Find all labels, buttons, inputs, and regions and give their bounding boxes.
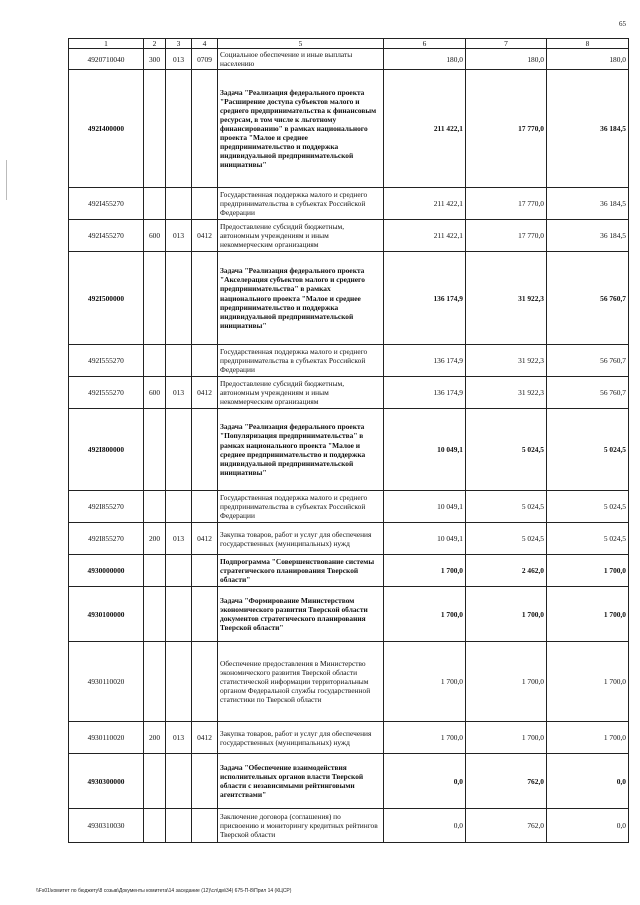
type-cell: 600	[144, 377, 166, 409]
amount-cell-8: 1 700,0	[547, 587, 629, 642]
amount-cell-6: 1 700,0	[384, 642, 466, 722]
amount-cell-6: 10 049,1	[384, 523, 466, 555]
amount-cell-6: 10 049,1	[384, 491, 466, 523]
section-cell	[192, 491, 218, 523]
admin-cell	[166, 409, 192, 491]
amount-cell-7: 1 700,0	[466, 722, 547, 754]
amount-cell-7: 5 024,5	[466, 409, 547, 491]
amount-cell-8: 56 760,7	[547, 252, 629, 345]
amount-cell-8: 5 024,5	[547, 491, 629, 523]
code-cell: 492I555270	[69, 377, 144, 409]
amount-cell-8: 1 700,0	[547, 555, 629, 587]
section-cell	[192, 642, 218, 722]
budget-table	[68, 38, 629, 843]
section-cell	[192, 188, 218, 220]
type-cell	[144, 70, 166, 188]
amount-cell-8: 36 184,5	[547, 188, 629, 220]
type-cell	[144, 555, 166, 587]
code-cell: 4930100000	[69, 587, 144, 642]
amount-cell-6: 136 174,9	[384, 345, 466, 377]
section-cell: 0412	[192, 523, 218, 555]
name-cell: Задача "Обеспечение взаимодействия исполнительных органов власти Тверской области с независимыми рейтинговыми агентствами"	[218, 754, 384, 809]
admin-cell	[166, 70, 192, 188]
type-cell: 200	[144, 722, 166, 754]
header-cell: 3	[166, 39, 192, 49]
file-path-footer: \\Fs01\комитет по бюджету\8 созыв\Документы комитета\14 заседание (12)\сл\дм\34) 675-П-8\Прил 14 (КЦСР)	[36, 888, 292, 894]
type-cell	[144, 188, 166, 220]
amount-cell-6: 136 174,9	[384, 252, 466, 345]
table-row	[69, 220, 629, 252]
table-row	[69, 754, 629, 809]
code-cell: 492I455270	[69, 220, 144, 252]
table-row	[69, 70, 629, 188]
amount-cell-8: 0,0	[547, 754, 629, 809]
section-cell: 0412	[192, 722, 218, 754]
admin-cell	[166, 252, 192, 345]
header-cell: 4	[192, 39, 218, 49]
amount-cell-7: 2 462,0	[466, 555, 547, 587]
table-row	[69, 523, 629, 555]
name-cell: Подпрограмма "Совершенствование системы стратегического планирования Тверской области"	[218, 555, 384, 587]
name-cell: Закупка товаров, работ и услуг для обеспечения государственных (муниципальных) нужд	[218, 523, 384, 555]
section-cell	[192, 754, 218, 809]
admin-cell: 013	[166, 220, 192, 252]
amount-cell-7: 31 922,3	[466, 377, 547, 409]
section-cell	[192, 809, 218, 843]
table-row	[69, 49, 629, 70]
name-cell: Предоставление субсидий бюджетным, автономным учреждениям и иным некоммерческим организациям	[218, 377, 384, 409]
admin-cell	[166, 188, 192, 220]
name-cell: Задача "Реализация федерального проекта "Расширение доступа субъектов малого и среднего предпринимательства к финансовым ресурсам, в том числе к льготному финансированию" в рамках национального проекта "Малое и среднее предпринимательство и поддержка индивидуальной предпринимательской инициативы"	[218, 70, 384, 188]
type-cell: 600	[144, 220, 166, 252]
amount-cell-6: 10 049,1	[384, 409, 466, 491]
code-cell: 492I800000	[69, 409, 144, 491]
name-cell: Обеспечение предоставления в Министерство экономического развития Тверской области статистической информации территориальным органом Федеральной службы государственной статистики по Тверской области	[218, 642, 384, 722]
table-row	[69, 409, 629, 491]
name-cell: Задача "Реализация федерального проекта "Акселерация субъектов малого и среднего предпринимательства" в рамках национального проекта "Малое и среднее предпринимательство и поддержка индивидуальной предпринимательской инициативы"	[218, 252, 384, 345]
name-cell: Государственная поддержка малого и среднего предпринимательства в субъектах Российской Федерации	[218, 188, 384, 220]
table-row	[69, 252, 629, 345]
scan-artifact	[6, 160, 7, 200]
amount-cell-7: 762,0	[466, 809, 547, 843]
amount-cell-7: 31 922,3	[466, 345, 547, 377]
section-cell	[192, 555, 218, 587]
table-row	[69, 345, 629, 377]
admin-cell	[166, 642, 192, 722]
amount-cell-8: 0,0	[547, 809, 629, 843]
amount-cell-7: 1 700,0	[466, 587, 547, 642]
amount-cell-7: 762,0	[466, 754, 547, 809]
code-cell: 492I555270	[69, 345, 144, 377]
amount-cell-8: 5 024,5	[547, 523, 629, 555]
header-cell: 6	[384, 39, 466, 49]
table-row	[69, 642, 629, 722]
type-cell	[144, 409, 166, 491]
table-row	[69, 587, 629, 642]
amount-cell-8: 56 760,7	[547, 377, 629, 409]
amount-cell-7: 1 700,0	[466, 642, 547, 722]
name-cell: Социальное обеспечение и иные выплаты населению	[218, 49, 384, 70]
type-cell: 300	[144, 49, 166, 70]
table-row	[69, 491, 629, 523]
admin-cell	[166, 754, 192, 809]
table-row	[69, 809, 629, 843]
name-cell: Закупка товаров, работ и услуг для обеспечения государственных (муниципальных) нужд	[218, 722, 384, 754]
admin-cell: 013	[166, 523, 192, 555]
amount-cell-8: 5 024,5	[547, 409, 629, 491]
table-row	[69, 377, 629, 409]
section-cell: 0412	[192, 377, 218, 409]
code-cell: 4920710040	[69, 49, 144, 70]
amount-cell-8: 1 700,0	[547, 722, 629, 754]
amount-cell-7: 5 024,5	[466, 523, 547, 555]
admin-cell	[166, 555, 192, 587]
name-cell: Государственная поддержка малого и среднего предпринимательства в субъектах Российской Федерации	[218, 345, 384, 377]
header-cell: 5	[218, 39, 384, 49]
type-cell	[144, 809, 166, 843]
name-cell: Государственная поддержка малого и среднего предпринимательства в субъектах Российской Федерации	[218, 491, 384, 523]
header-cell: 7	[466, 39, 547, 49]
type-cell	[144, 642, 166, 722]
section-cell	[192, 70, 218, 188]
section-cell: 0709	[192, 49, 218, 70]
header-cell: 8	[547, 39, 629, 49]
amount-cell-6: 1 700,0	[384, 555, 466, 587]
admin-cell	[166, 587, 192, 642]
amount-cell-7: 17 770,0	[466, 70, 547, 188]
code-cell: 492I455270	[69, 188, 144, 220]
name-cell: Задача "Формирование Министерством экономического развития Тверской области документов стратегического планирования Тверской области"	[218, 587, 384, 642]
admin-cell	[166, 345, 192, 377]
amount-cell-6: 211 422,1	[384, 188, 466, 220]
code-cell: 492I855270	[69, 523, 144, 555]
amount-cell-6: 0,0	[384, 809, 466, 843]
section-cell	[192, 587, 218, 642]
amount-cell-6: 211 422,1	[384, 220, 466, 252]
amount-cell-6: 1 700,0	[384, 722, 466, 754]
amount-cell-6: 136 174,9	[384, 377, 466, 409]
code-cell: 4930310030	[69, 809, 144, 843]
section-cell	[192, 409, 218, 491]
section-cell	[192, 345, 218, 377]
table-header-row	[69, 39, 629, 49]
name-cell: Предоставление субсидий бюджетным, автономным учреждениям и иным некоммерческим организациям	[218, 220, 384, 252]
type-cell	[144, 587, 166, 642]
code-cell: 4930300000	[69, 754, 144, 809]
admin-cell: 013	[166, 722, 192, 754]
code-cell: 4930110020	[69, 722, 144, 754]
amount-cell-7: 17 770,0	[466, 188, 547, 220]
amount-cell-6: 180,0	[384, 49, 466, 70]
amount-cell-6: 1 700,0	[384, 587, 466, 642]
amount-cell-7: 5 024,5	[466, 491, 547, 523]
table-row	[69, 722, 629, 754]
section-cell: 0412	[192, 220, 218, 252]
amount-cell-8: 56 760,7	[547, 345, 629, 377]
amount-cell-6: 0,0	[384, 754, 466, 809]
amount-cell-7: 17 770,0	[466, 220, 547, 252]
type-cell	[144, 252, 166, 345]
amount-cell-7: 180,0	[466, 49, 547, 70]
amount-cell-7: 31 922,3	[466, 252, 547, 345]
code-cell: 492I400000	[69, 70, 144, 188]
name-cell: Заключение договора (соглашения) по присвоению и мониторингу кредитных рейтингов Тверской области	[218, 809, 384, 843]
amount-cell-8: 1 700,0	[547, 642, 629, 722]
type-cell	[144, 754, 166, 809]
page-number: 65	[619, 20, 626, 28]
amount-cell-8: 36 184,5	[547, 220, 629, 252]
table-row	[69, 555, 629, 587]
header-cell: 1	[69, 39, 144, 49]
table-row	[69, 188, 629, 220]
amount-cell-6: 211 422,1	[384, 70, 466, 188]
amount-cell-8: 180,0	[547, 49, 629, 70]
admin-cell	[166, 809, 192, 843]
code-cell: 492I500000	[69, 252, 144, 345]
code-cell: 492I855270	[69, 491, 144, 523]
header-cell: 2	[144, 39, 166, 49]
amount-cell-8: 36 184,5	[547, 70, 629, 188]
admin-cell: 013	[166, 377, 192, 409]
admin-cell: 013	[166, 49, 192, 70]
type-cell	[144, 345, 166, 377]
admin-cell	[166, 491, 192, 523]
type-cell: 200	[144, 523, 166, 555]
code-cell: 4930000000	[69, 555, 144, 587]
type-cell	[144, 491, 166, 523]
name-cell: Задача "Реализация федерального проекта "Популяризация предпринимательства" в рамках национального проекта "Малое и среднее предпринимательство и поддержка индивидуальной предпринимательской инициативы"	[218, 409, 384, 491]
code-cell: 4930110020	[69, 642, 144, 722]
section-cell	[192, 252, 218, 345]
